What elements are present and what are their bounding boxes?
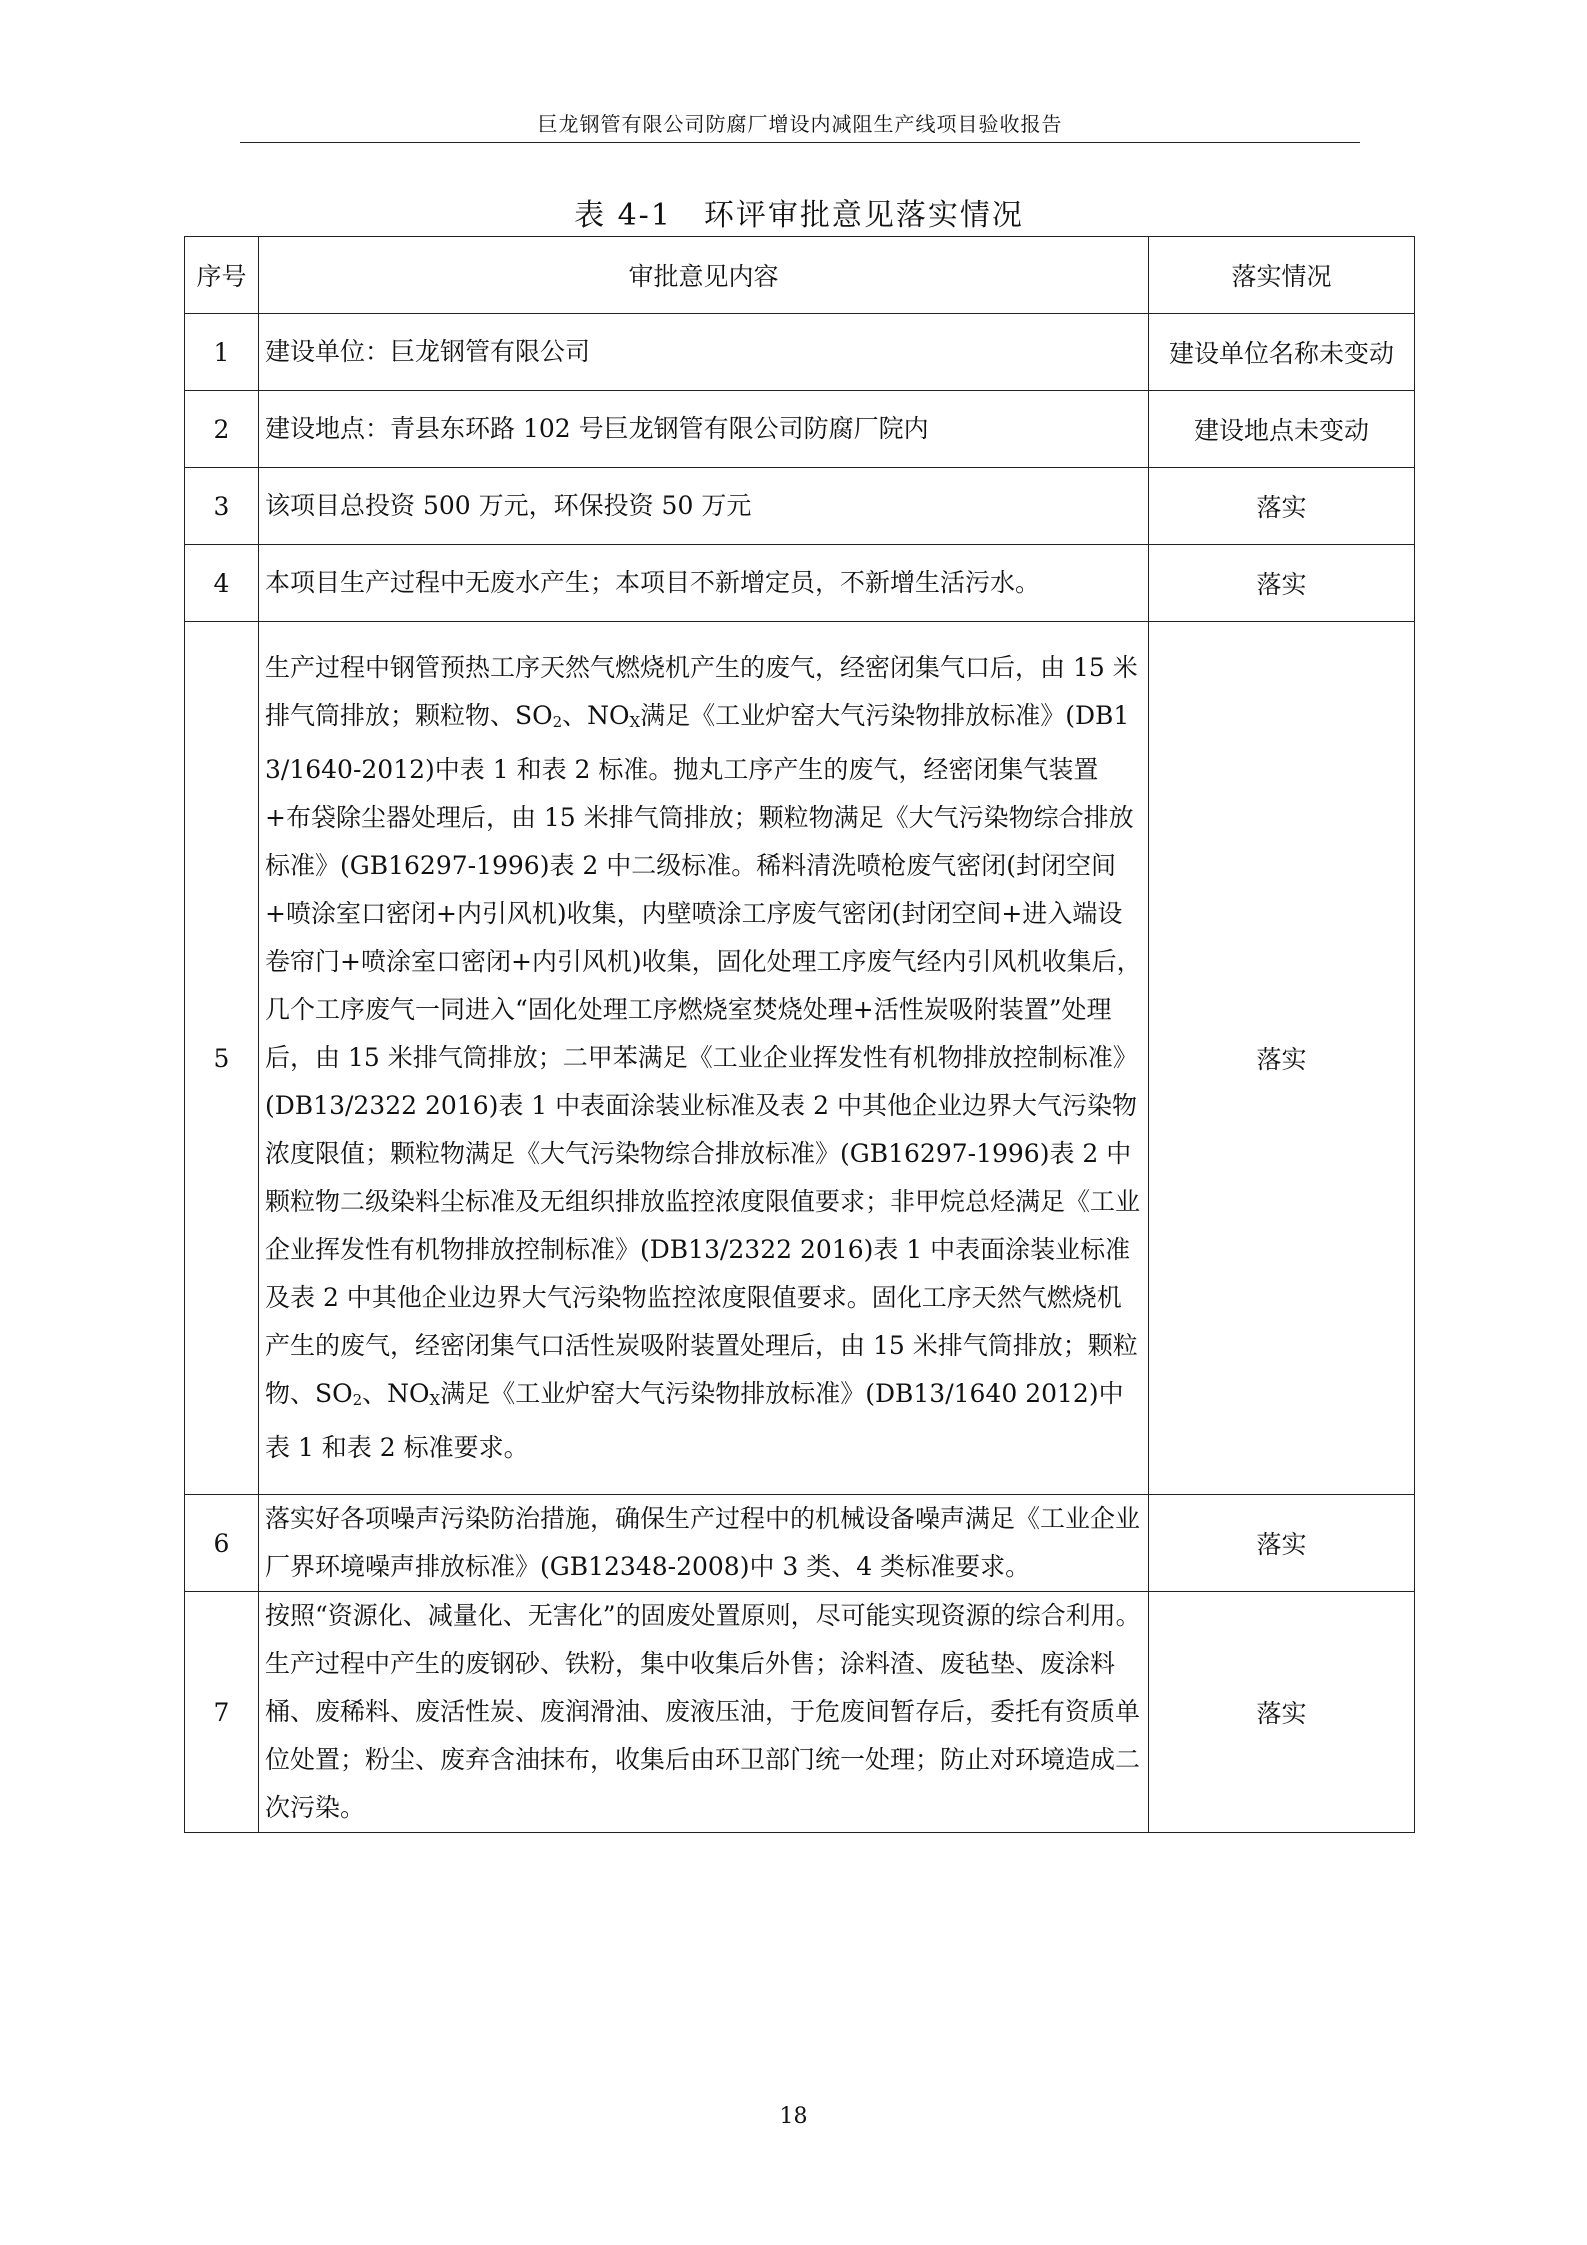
header-content: 审批意见内容 <box>259 237 1149 314</box>
table-row <box>185 391 1415 468</box>
row-content: 该项目总投资 500 万元，环保投资 50 万元 <box>259 468 1149 545</box>
table-row <box>185 622 1415 1495</box>
content-part: 、NO <box>362 1379 430 1408</box>
row-no: 1 <box>185 314 259 391</box>
content-part: 生产过程中钢管预热工序天然气燃烧机产生的废气，经密闭集气口后，由 15 米排气筒排放；颗粒物、SO <box>265 653 1138 730</box>
header-status: 落实情况 <box>1149 237 1415 314</box>
header-no: 序号 <box>185 237 259 314</box>
table-row <box>185 545 1415 622</box>
row-content: 落实好各项噪声污染防治措施，确保生产过程中的机械设备噪声满足《工业企业厂界环境噪声排放标准》(GB12348-2008)中 3 类、4 类标准要求。 <box>259 1495 1149 1592</box>
subscript: 2 <box>352 1391 363 1409</box>
row-status: 建设单位名称未变动 <box>1149 314 1415 391</box>
table-row <box>185 468 1415 545</box>
subscript: X <box>629 713 641 731</box>
page-number: 18 <box>779 2104 808 2129</box>
row-no: 6 <box>185 1495 259 1592</box>
row-status: 建设地点未变动 <box>1149 391 1415 468</box>
content-part: 、NO <box>562 701 630 730</box>
row-content: 本项目生产过程中无废水产生；本项目不新增定员，不新增生活污水。 <box>259 545 1149 622</box>
row-content <box>259 622 1149 1495</box>
subscript: X <box>429 1391 441 1409</box>
row-content: 按照“资源化、减量化、无害化”的固废处置原则，尽可能实现资源的综合利用。生产过程中产生的废钢砂、铁粉，集中收集后外售；涂料渣、废毡垫、废涂料桶、废稀料、废活性炭、废润滑油、废液压油，于危废间暂存后，委托有资质单位处置；粉尘、废弃含油抹布，收集后由环卫部门统一处理；防止对环境造成二次污染。 <box>259 1592 1149 1833</box>
row-status: 落实 <box>1149 468 1415 545</box>
row-content: 建设单位：巨龙钢管有限公司 <box>259 314 1149 391</box>
row-status: 落实 <box>1149 622 1415 1495</box>
row-no: 5 <box>185 622 259 1495</box>
table-header-row <box>185 237 1415 314</box>
row-no: 4 <box>185 545 259 622</box>
page-header: 巨龙钢管有限公司防腐厂增设内减阻生产线项目验收报告 <box>537 112 1063 136</box>
row-status: 落实 <box>1149 1495 1415 1592</box>
row-no: 2 <box>185 391 259 468</box>
table-title: 表 4-1 环评审批意见落实情况 <box>574 198 1024 233</box>
subscript: 2 <box>552 713 563 731</box>
row-status: 落实 <box>1149 1592 1415 1833</box>
approval-table <box>184 236 1415 1833</box>
content-part: 满足《工业炉窑大气污染物排放标准》(DB13/1640 2012)中表 1 和表 2 标准要求。 <box>265 1379 1124 1462</box>
row-no: 3 <box>185 468 259 545</box>
row-no: 7 <box>185 1592 259 1833</box>
content-part: 满足《工业炉窑大气污染物排放标准》(DB13/1640-2012)中表 1 和表 2 标准。抛丸工序产生的废气，经密闭集气装置+布袋除尘器处理后，由 15 米排气筒排放；颗粒物满足《大气污染物综合排放标准》(GB16297-1996)表 2 中二级标准。稀料清洗喷枪废气密闭(封闭空间+喷涂室口密闭+内引风机)收集，内壁喷涂工序废气密闭(封闭空间+进入端设卷帘门+喷涂室口密闭+内引风机)收集，固化处理工序废气经内引风机收集后，几个工序废气一同进入“固化处理工序燃烧室焚烧处理+活性炭吸附装置”处理后，由 15 米排气筒排放；二甲苯满足《工业企业挥发性有机物排放控制标准》(DB13/2322 2016)表 1 中表面涂装业标准及表 2 中其他企业边界大气污染物浓度限值；颗粒物满足《大气污染物综合排放标准》(GB16297-1996)表 2 中颗粒物二级染料尘标准及无组织排放监控浓度限值要求；非甲烷总烃满足《工业企业挥发性有机物排放控制标准》(DB13/2322 2016)表 1 中表面涂装业标准及表 2 中其他企业边界大气污染物监控浓度限值要求。固化工序天然气燃烧机产生的废气，经密闭集气口活性炭吸附装置处理后，由 15 米排气筒排放；颗粒物、SO <box>265 701 1142 1408</box>
table-row <box>185 1592 1415 1833</box>
row-status: 落实 <box>1149 545 1415 622</box>
table-row <box>185 1495 1415 1592</box>
row-content: 建设地点：青县东环路 102 号巨龙钢管有限公司防腐厂院内 <box>259 391 1149 468</box>
table-row <box>185 314 1415 391</box>
header-divider <box>240 142 1360 143</box>
